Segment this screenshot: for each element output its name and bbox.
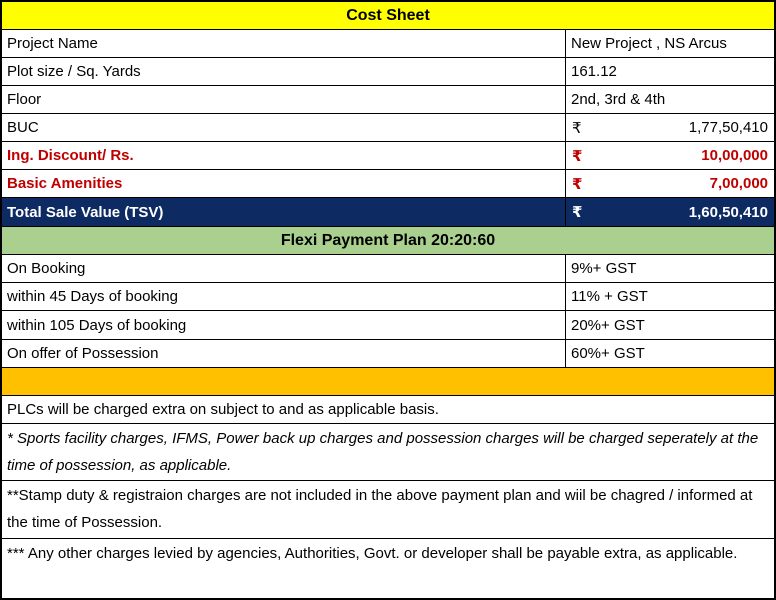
amount-value: 1,60,50,410	[688, 203, 768, 221]
section-title: Flexi Payment Plan 20:20:60	[280, 231, 496, 249]
row-value: 20%+ GST	[571, 316, 645, 334]
rupee-symbol: ₹	[572, 204, 583, 221]
row-floor	[2, 86, 774, 114]
amount-value: 1,77,50,410	[688, 119, 768, 136]
note-sports-charges: * Sports facility charges, IFMS, Power back up charges and possession charges will be charged seperately at the time of possession, as applicable.	[2, 424, 774, 481]
row-label: Plot size / Sq. Yards	[2, 58, 566, 85]
note-plc: PLCs will be charged extra on subject to and as applicable basis.	[2, 396, 774, 424]
row-basic-amenities	[2, 170, 774, 198]
row-label: within 45 Days of booking	[2, 283, 566, 310]
row-label: BUC	[2, 114, 566, 141]
row-value: 60%+ GST	[571, 345, 645, 362]
payment-plan-header	[2, 227, 774, 255]
row-label: Floor	[2, 86, 566, 113]
row-label: within 105 Days of booking	[2, 311, 566, 339]
row-label: Total Sale Value (TSV)	[2, 198, 566, 226]
amount-value: 7,00,000	[709, 175, 768, 192]
row-total-sale-value	[2, 198, 774, 227]
row-value: 11% + GST	[571, 288, 648, 305]
row-label: Basic Amenities	[2, 170, 566, 197]
row-label: On offer of Possession	[2, 340, 566, 367]
row-value: 2nd, 3rd & 4th	[571, 91, 666, 108]
row-plot-size	[2, 58, 774, 86]
row-value: New Project , NS Arcus	[571, 35, 727, 52]
row-ing-discount	[2, 142, 774, 170]
cost-sheet-title-row	[2, 2, 774, 30]
row-amount-cell	[566, 142, 774, 169]
row-within-105-days	[2, 311, 774, 340]
row-value: 9%+ GST	[571, 260, 637, 277]
spacer-row	[2, 368, 774, 396]
row-value: 161.12	[571, 63, 617, 80]
row-label: Ing. Discount/ Rs.	[2, 142, 566, 169]
row-label: On Booking	[2, 255, 566, 282]
note-other-charges: *** Any other charges levied by agencies, Authorities, Govt. or developer shall be payable extra, as applicable.	[7, 545, 738, 562]
row-within-45-days	[2, 283, 774, 311]
page-title: Cost Sheet	[346, 6, 430, 24]
row-on-offer-possession	[2, 340, 774, 368]
row-amount-cell	[566, 114, 774, 141]
row-project-name	[2, 30, 774, 58]
row-label: Project Name	[2, 30, 566, 57]
row-buc	[2, 114, 774, 142]
amount-value: 10,00,000	[701, 147, 768, 164]
row-amount-cell	[566, 198, 774, 226]
rupee-symbol: ₹	[572, 147, 583, 165]
row-amount-cell	[566, 170, 774, 197]
row-on-booking	[2, 255, 774, 283]
rupee-symbol: ₹	[572, 119, 582, 137]
note-stamp-duty: **Stamp duty & registraion charges are not included in the above payment plan and wiil be chagred / informed at the time of Possession.	[2, 481, 774, 539]
rupee-symbol: ₹	[572, 175, 583, 193]
